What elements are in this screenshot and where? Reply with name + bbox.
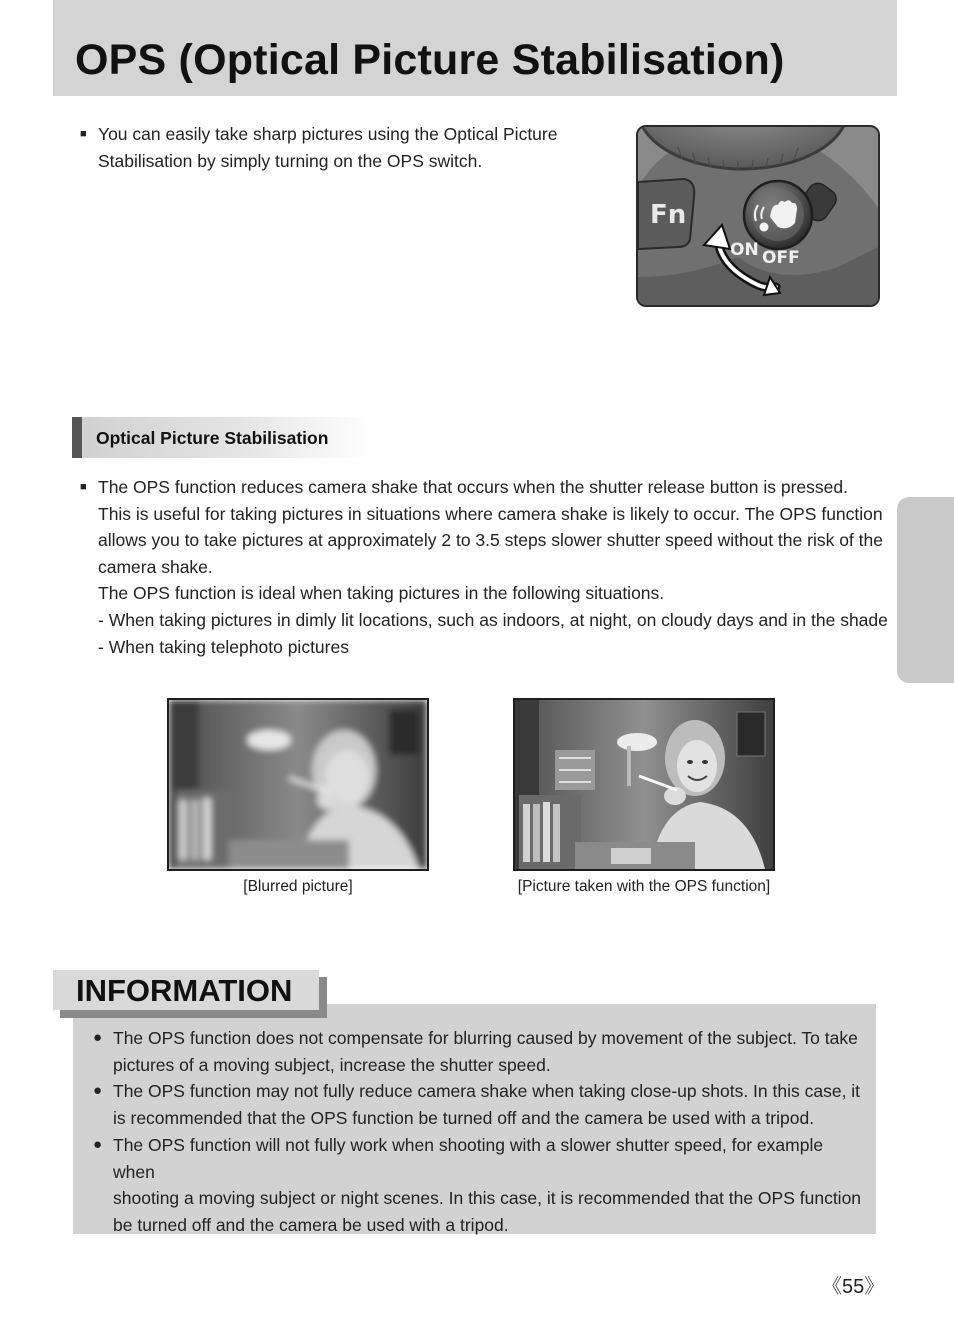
information-item — [93, 1078, 863, 1131]
fn-label: Fn — [650, 200, 687, 230]
camera-ops-switch-illustration — [636, 125, 880, 307]
page-number: 《55》 — [822, 1276, 885, 1298]
page-title: OPS (Optical Picture Stabilisation) — [75, 36, 785, 84]
ops-description-line: The OPS function reduces camera shake that occurs when the shutter release button is pressed. — [98, 477, 848, 497]
information-tab — [53, 970, 319, 1010]
section-heading-label: Optical Picture Stabilisation — [96, 428, 329, 448]
information-item — [93, 1132, 863, 1238]
ops-description-lines — [98, 474, 888, 660]
intro-text: You can easily take sharp pictures using the Optical Picture Stabilisation by simply turning on the OPS switch. — [98, 124, 558, 171]
ops-photo-caption: [Picture taken with the OPS function] — [517, 878, 771, 895]
round-bullet-icon: ● — [93, 1029, 103, 1046]
camera-body-graphic — [638, 127, 878, 305]
information-item-text: The OPS function may not fully reduce camera shake when taking close-up shots. In this case, it is recommended that the OPS function be turned off and the camera be used with a tripod. — [113, 1081, 861, 1128]
ops-description — [80, 474, 888, 660]
square-bullet-icon: ■ — [80, 128, 87, 140]
information-item-text: The OPS function will not fully work when shooting with a slower shutter speed, for example when shooting a moving subject or night scenes. In this case, it is recommended that the OPS function be turned off and the camera be used with a tripod. — [113, 1135, 862, 1235]
blurred-photo-graphic — [169, 700, 427, 869]
intro-paragraph — [80, 121, 580, 174]
round-bullet-icon: ● — [93, 1136, 103, 1153]
ops-description-line: camera shake. — [98, 556, 213, 577]
ops-description-line: This is useful for taking pictures in situations where camera shake is likely to occur. The OPS function — [98, 503, 883, 524]
ops-description-line: allows you to take pictures at approximately 2 to 3.5 steps slower shutter speed without the risk of the — [98, 530, 883, 551]
off-label: OFF — [762, 248, 800, 268]
round-bullet-icon: ● — [93, 1082, 103, 1099]
ops-description-line: The OPS function is ideal when taking pictures in the following situations. — [98, 583, 665, 604]
ops-description-line: - When taking telephoto pictures — [98, 636, 349, 657]
blurred-photo-caption: [Blurred picture] — [243, 878, 353, 895]
section-heading-bar — [72, 417, 82, 458]
ops-photo-graphic — [515, 700, 773, 869]
section-heading — [72, 417, 372, 458]
information-item — [93, 1025, 863, 1078]
chapter-side-tab — [897, 497, 954, 683]
title-bar — [53, 0, 897, 96]
information-title: INFORMATION — [76, 973, 293, 1008]
ops-description-line: - When taking pictures in dimly lit locations, such as indoors, at night, on cloudy days and in the shade — [98, 609, 888, 630]
on-label: ON — [730, 240, 759, 260]
square-bullet-icon: ■ — [80, 481, 87, 493]
blurred-photo — [167, 698, 429, 871]
ops-photo — [513, 698, 775, 871]
information-item-text: The OPS function does not compensate for blurring caused by movement of the subject. To take pictures of a moving subject, increase the shutter speed. — [113, 1028, 858, 1075]
